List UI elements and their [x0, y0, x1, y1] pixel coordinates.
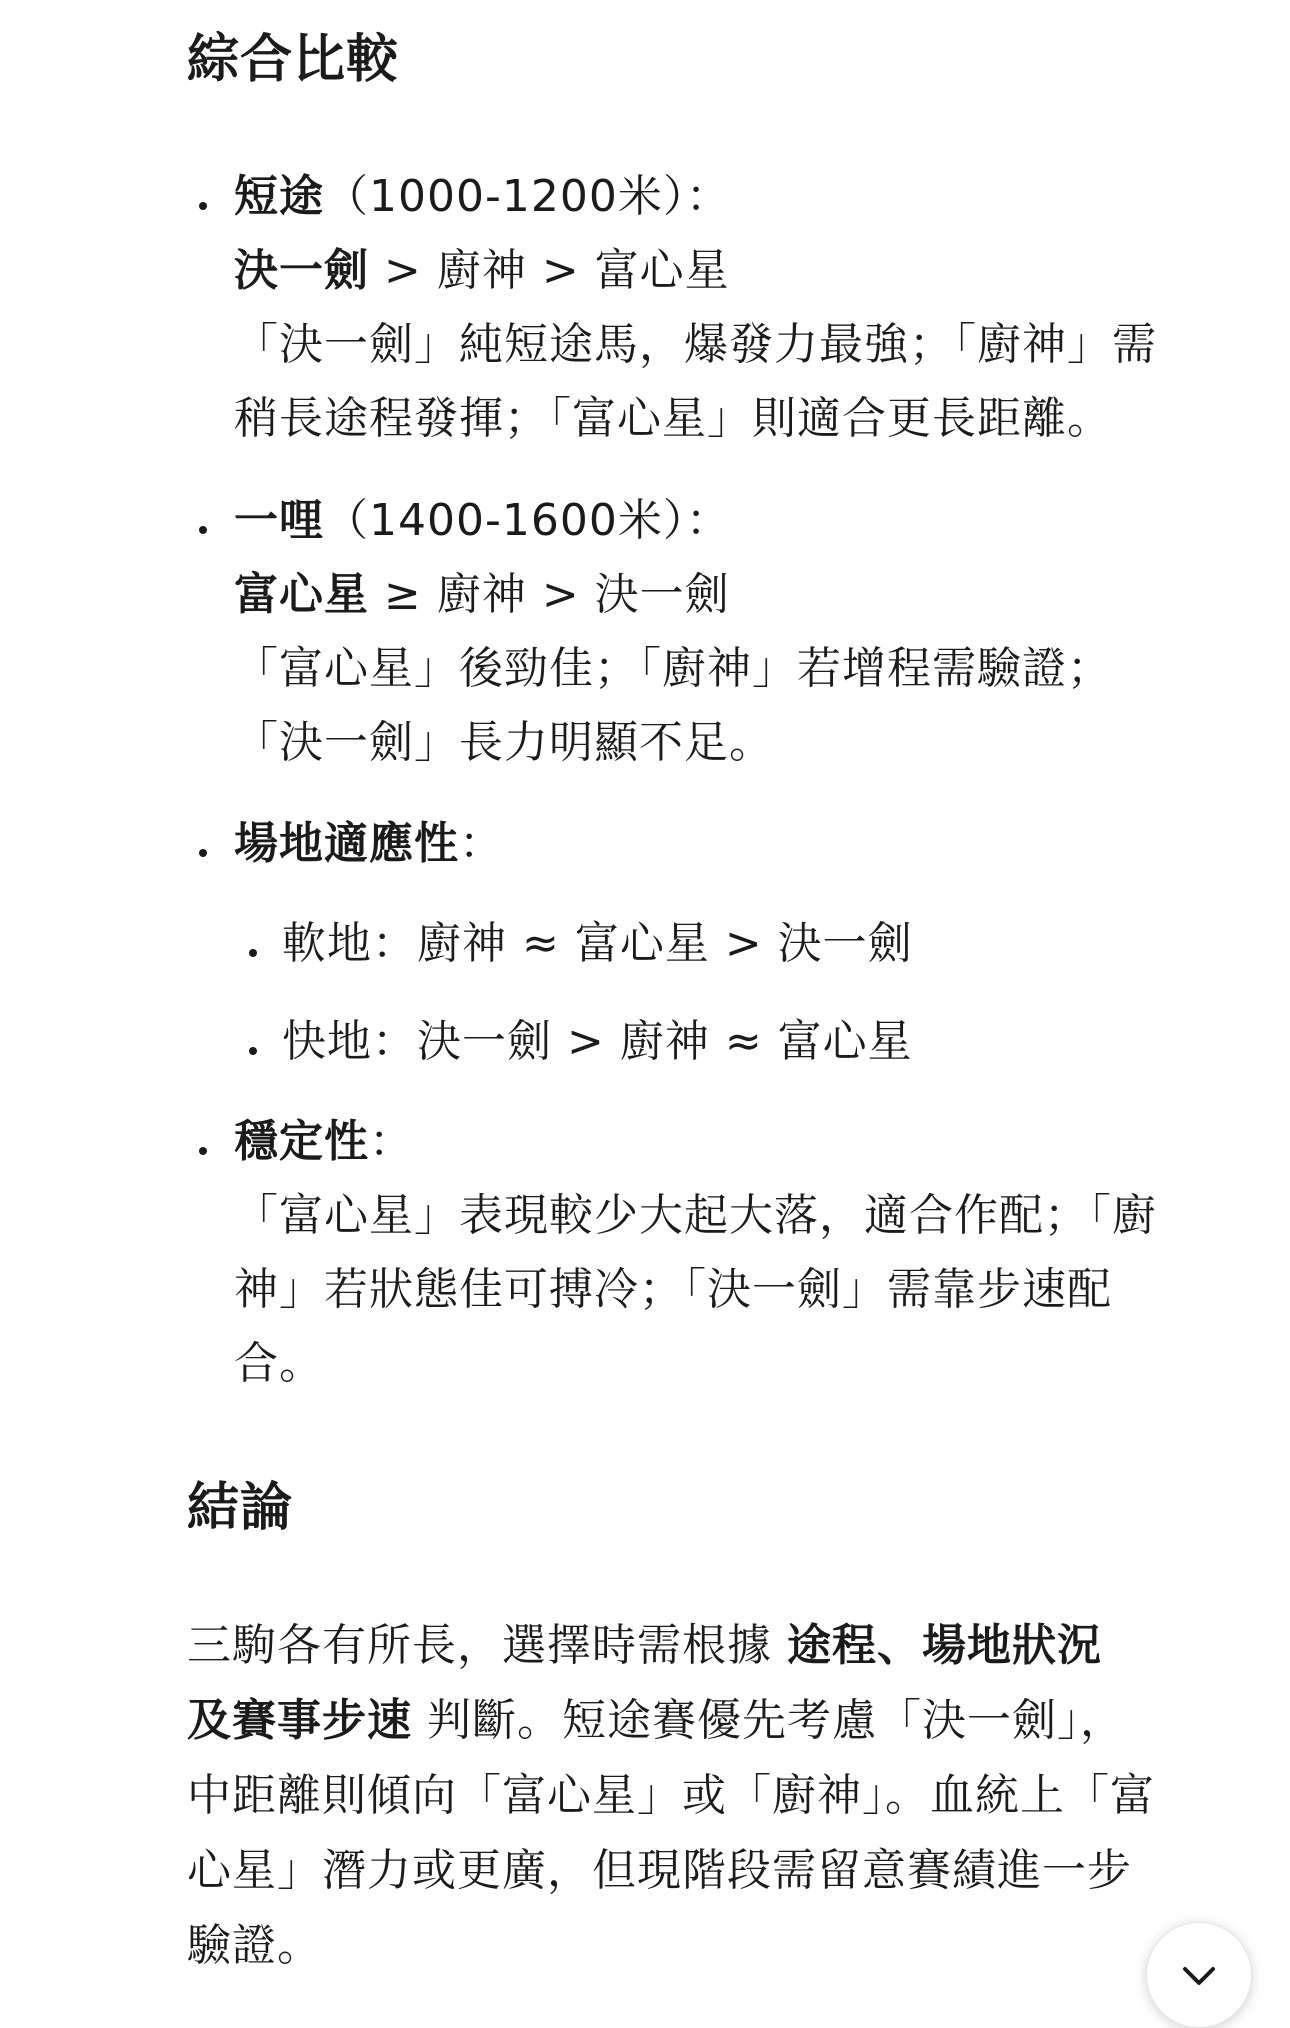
bullet-dot — [249, 949, 257, 957]
item-suffix: ： — [369, 1116, 414, 1167]
item-description-line: 「決一劍」純短途馬，爆發力最強；「廚神」需 — [234, 319, 1157, 370]
item-description-line: 合。 — [234, 1338, 324, 1389]
item-description-line: 「富心星」後勁佳；「廚神」若增程需驗證； — [234, 643, 1112, 694]
item-title: 短途 — [234, 171, 324, 222]
conclusion-paragraph — [187, 1608, 1247, 1983]
ranking-rest: > 廚神 > 富心星 — [369, 245, 730, 296]
conclusion-text: 判斷。短途賽優先考慮「決一劍」， — [412, 1695, 1125, 1746]
bullet-dot — [199, 202, 207, 210]
item-description-line: 稍長途程發揮；「富心星」則適合更長距離。 — [234, 393, 1112, 444]
sub-item-text — [282, 1005, 1290, 1079]
item-range: （1400-1600米）： — [324, 495, 731, 546]
conclusion-text: 三駒各有所長，選擇時需根據 — [187, 1620, 787, 1671]
bullet-dot — [249, 1047, 257, 1055]
conclusion-text: 中距離則傾向「富心星」或「廚神」。血統上「富 — [187, 1770, 1155, 1821]
list-item-body — [234, 484, 1244, 780]
sub-item-text — [282, 907, 1290, 981]
section-heading-conclusion: 結論 — [187, 1478, 294, 1538]
item-title: 一哩 — [234, 495, 324, 546]
conclusion-text: 驗證。 — [187, 1920, 322, 1971]
item-suffix: ： — [459, 818, 504, 869]
list-item-body — [234, 807, 1244, 881]
list-item-body — [234, 160, 1244, 456]
item-title: 穩定性 — [234, 1116, 369, 1167]
sub-item-label: 快地：決一劍 > 廚神 ≈ 富心星 — [282, 1016, 913, 1067]
ranking-leader: 決一劍 — [234, 245, 369, 296]
bullet-dot — [199, 849, 207, 857]
scroll-to-bottom-button[interactable] — [1146, 1922, 1252, 2028]
conclusion-emphasis: 途程、場地狀況 — [787, 1620, 1102, 1671]
conclusion-text: 心星」潛力或更廣，但現階段需留意賽績進一步 — [187, 1845, 1132, 1896]
item-range: （1000-1200米）： — [324, 171, 731, 222]
ranking-rest: ≥ 廚神 > 決一劍 — [369, 569, 730, 620]
bullet-dot — [199, 526, 207, 534]
item-description-line: 「富心星」表現較少大起大落，適合作配；「廚 — [234, 1190, 1157, 1241]
bullet-dot — [199, 1147, 207, 1155]
ranking-leader: 富心星 — [234, 569, 369, 620]
item-title: 場地適應性 — [234, 818, 459, 869]
item-description-line: 「決一劍」長力明顯不足。 — [234, 717, 774, 768]
chevron-down-icon — [1179, 1957, 1219, 1997]
item-description-line: 神」若狀態佳可搏冷；「決一劍」需靠步速配 — [234, 1264, 1112, 1315]
section-heading-comparison: 綜合比較 — [187, 30, 400, 90]
conclusion-emphasis: 及賽事步速 — [187, 1695, 412, 1746]
sub-item-label: 軟地：廚神 ≈ 富心星 > 決一劍 — [282, 918, 913, 969]
list-item-body — [234, 1105, 1244, 1401]
